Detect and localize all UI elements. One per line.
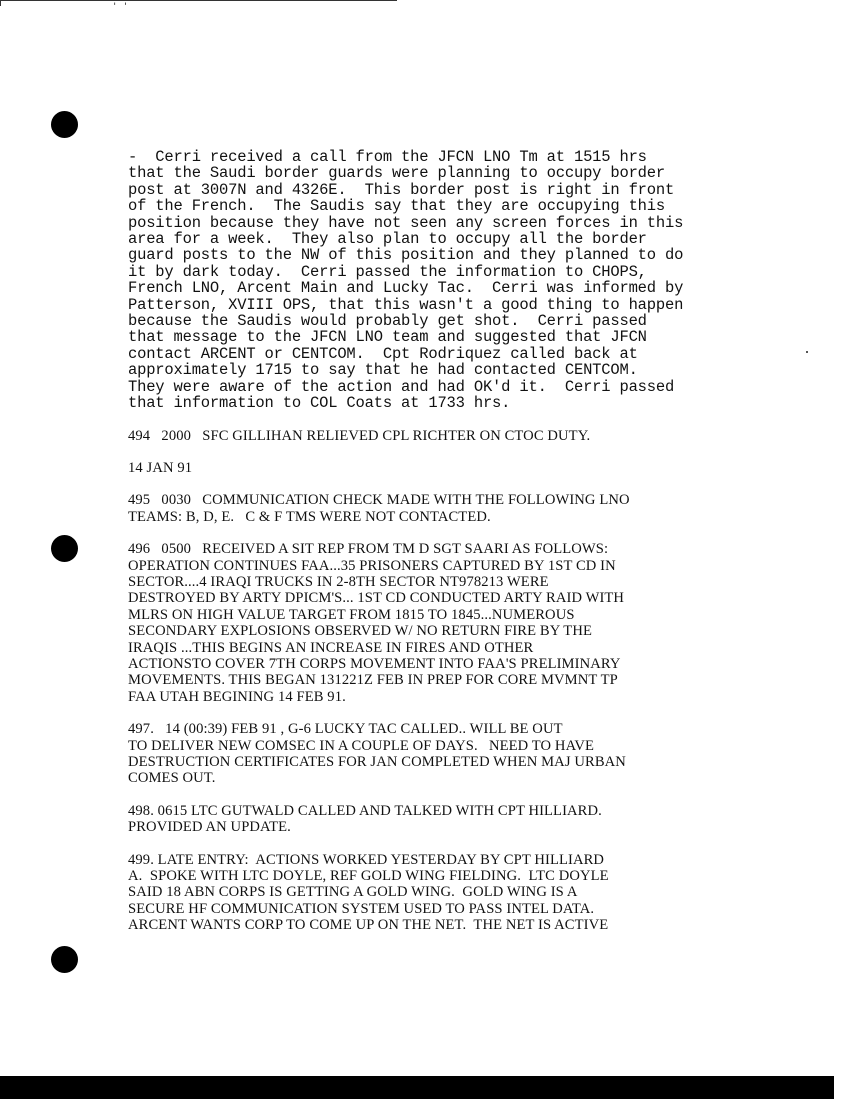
log-entry-497: 497. 14 (00:39) FEB 91 , G-6 LUCKY TAC CALLED.. WILL BE OUT TO DELIVER NEW COMSEC IN A COUPLE OF DAYS. NEED TO HAVE DESTRUCTION CERTIFICATES FOR JAN COMPLETED WHEN MAJ URBAN COMES OUT.	[128, 721, 626, 787]
date-heading: 14 JAN 91	[128, 459, 193, 476]
corner-mark: ' '	[112, 2, 129, 12]
log-entry-494: 494 2000 SFC GILLIHAN RELIEVED CPL RICHTER ON CTOC DUTY.	[128, 427, 591, 444]
log-entry-498: 498. 0615 LTC GUTWALD CALLED AND TALKED WITH CPT HILLIARD. PROVIDED AN UPDATE.	[128, 802, 602, 836]
punch-hole-middle	[51, 535, 78, 562]
bottom-scan-bar	[0, 1076, 834, 1099]
log-entry-cerri-narrative: - Cerri received a call from the JFCN LNO Tm at 1515 hrs that the Saudi border guards were planning to occupy border post at 3007N and 4326E. This border post is right in front of the French. The Saudis say that they are occupying this position because they have not seen any screen forces in this area for a week. They also plan to occupy all the border guard posts to the NW of this position and they planned to do it by dark today. Cerri passed the information to CHOPS, French LNO, Arcent Main and Lucky Tac. Cerri was informed by Patterson, XVIII OPS, that this wasn't a good thing to happen because the Saudis would probably get shot. Cerri passed that message to the JFCN LNO team and suggested that JFCN contact ARCENT or CENTCOM. Cpt Rodriquez called back at approximately 1715 to say that he had contacted CENTCOM. They were aware of the action and had OK'd it. Cerri passed that information to COL Coats at 1733 hrs.	[128, 148, 684, 413]
top-border-rule	[0, 0, 397, 6]
log-body	[128, 149, 768, 934]
punch-hole-bottom	[51, 946, 78, 973]
log-entry-499: 499. LATE ENTRY: ACTIONS WORKED YESTERDAY BY CPT HILLIARD A. SPOKE WITH LTC DOYLE, REF GOLD WING FIELDING. LTC DOYLE SAID 18 ABN CORPS IS GETTING A GOLD WING. GOLD WING IS A SECURE HF COMMUNICATION SYSTEM USED TO PASS INTEL DATA. ARCENT WANTS CORP TO COME UP ON THE NET. THE NET IS ACTIVE	[128, 851, 609, 934]
punch-hole-top	[51, 111, 78, 138]
scan-speck	[806, 351, 808, 353]
log-entry-496: 496 0500 RECEIVED A SIT REP FROM TM D SGT SAARI AS FOLLOWS: OPERATION CONTINUES FAA...35 PRISONERS CAPTURED BY 1ST CD IN SECTOR....4 IRAQI TRUCKS IN 2-8TH SECTOR NT978213 WERE DESTROYED BY ARTY DPICM'S... 1ST CD CONDUCTED ARTY RAID WITH MLRS ON HIGH VALUE TARGET FROM 1815 TO 1845...NUMEROUS SECONDARY EXPLOSIONS OBSERVED W/ NO RETURN FIRE BY THE IRAQIS ...THIS BEGINS AN INCREASE IN FIRES AND OTHER ACTIONSTO COVER 7TH CORPS MOVEMENT INTO FAA'S PRELIMINARY MOVEMENTS. THIS BEGAN 131221Z FEB IN PREP FOR CORE MVMNT TP FAA UTAH BEGINING 14 FEB 91.	[128, 541, 625, 705]
log-entry-495: 495 0030 COMMUNICATION CHECK MADE WITH THE FOLLOWING LNO TEAMS: B, D, E. C & F TMS WERE NOT CONTACTED.	[128, 492, 630, 525]
